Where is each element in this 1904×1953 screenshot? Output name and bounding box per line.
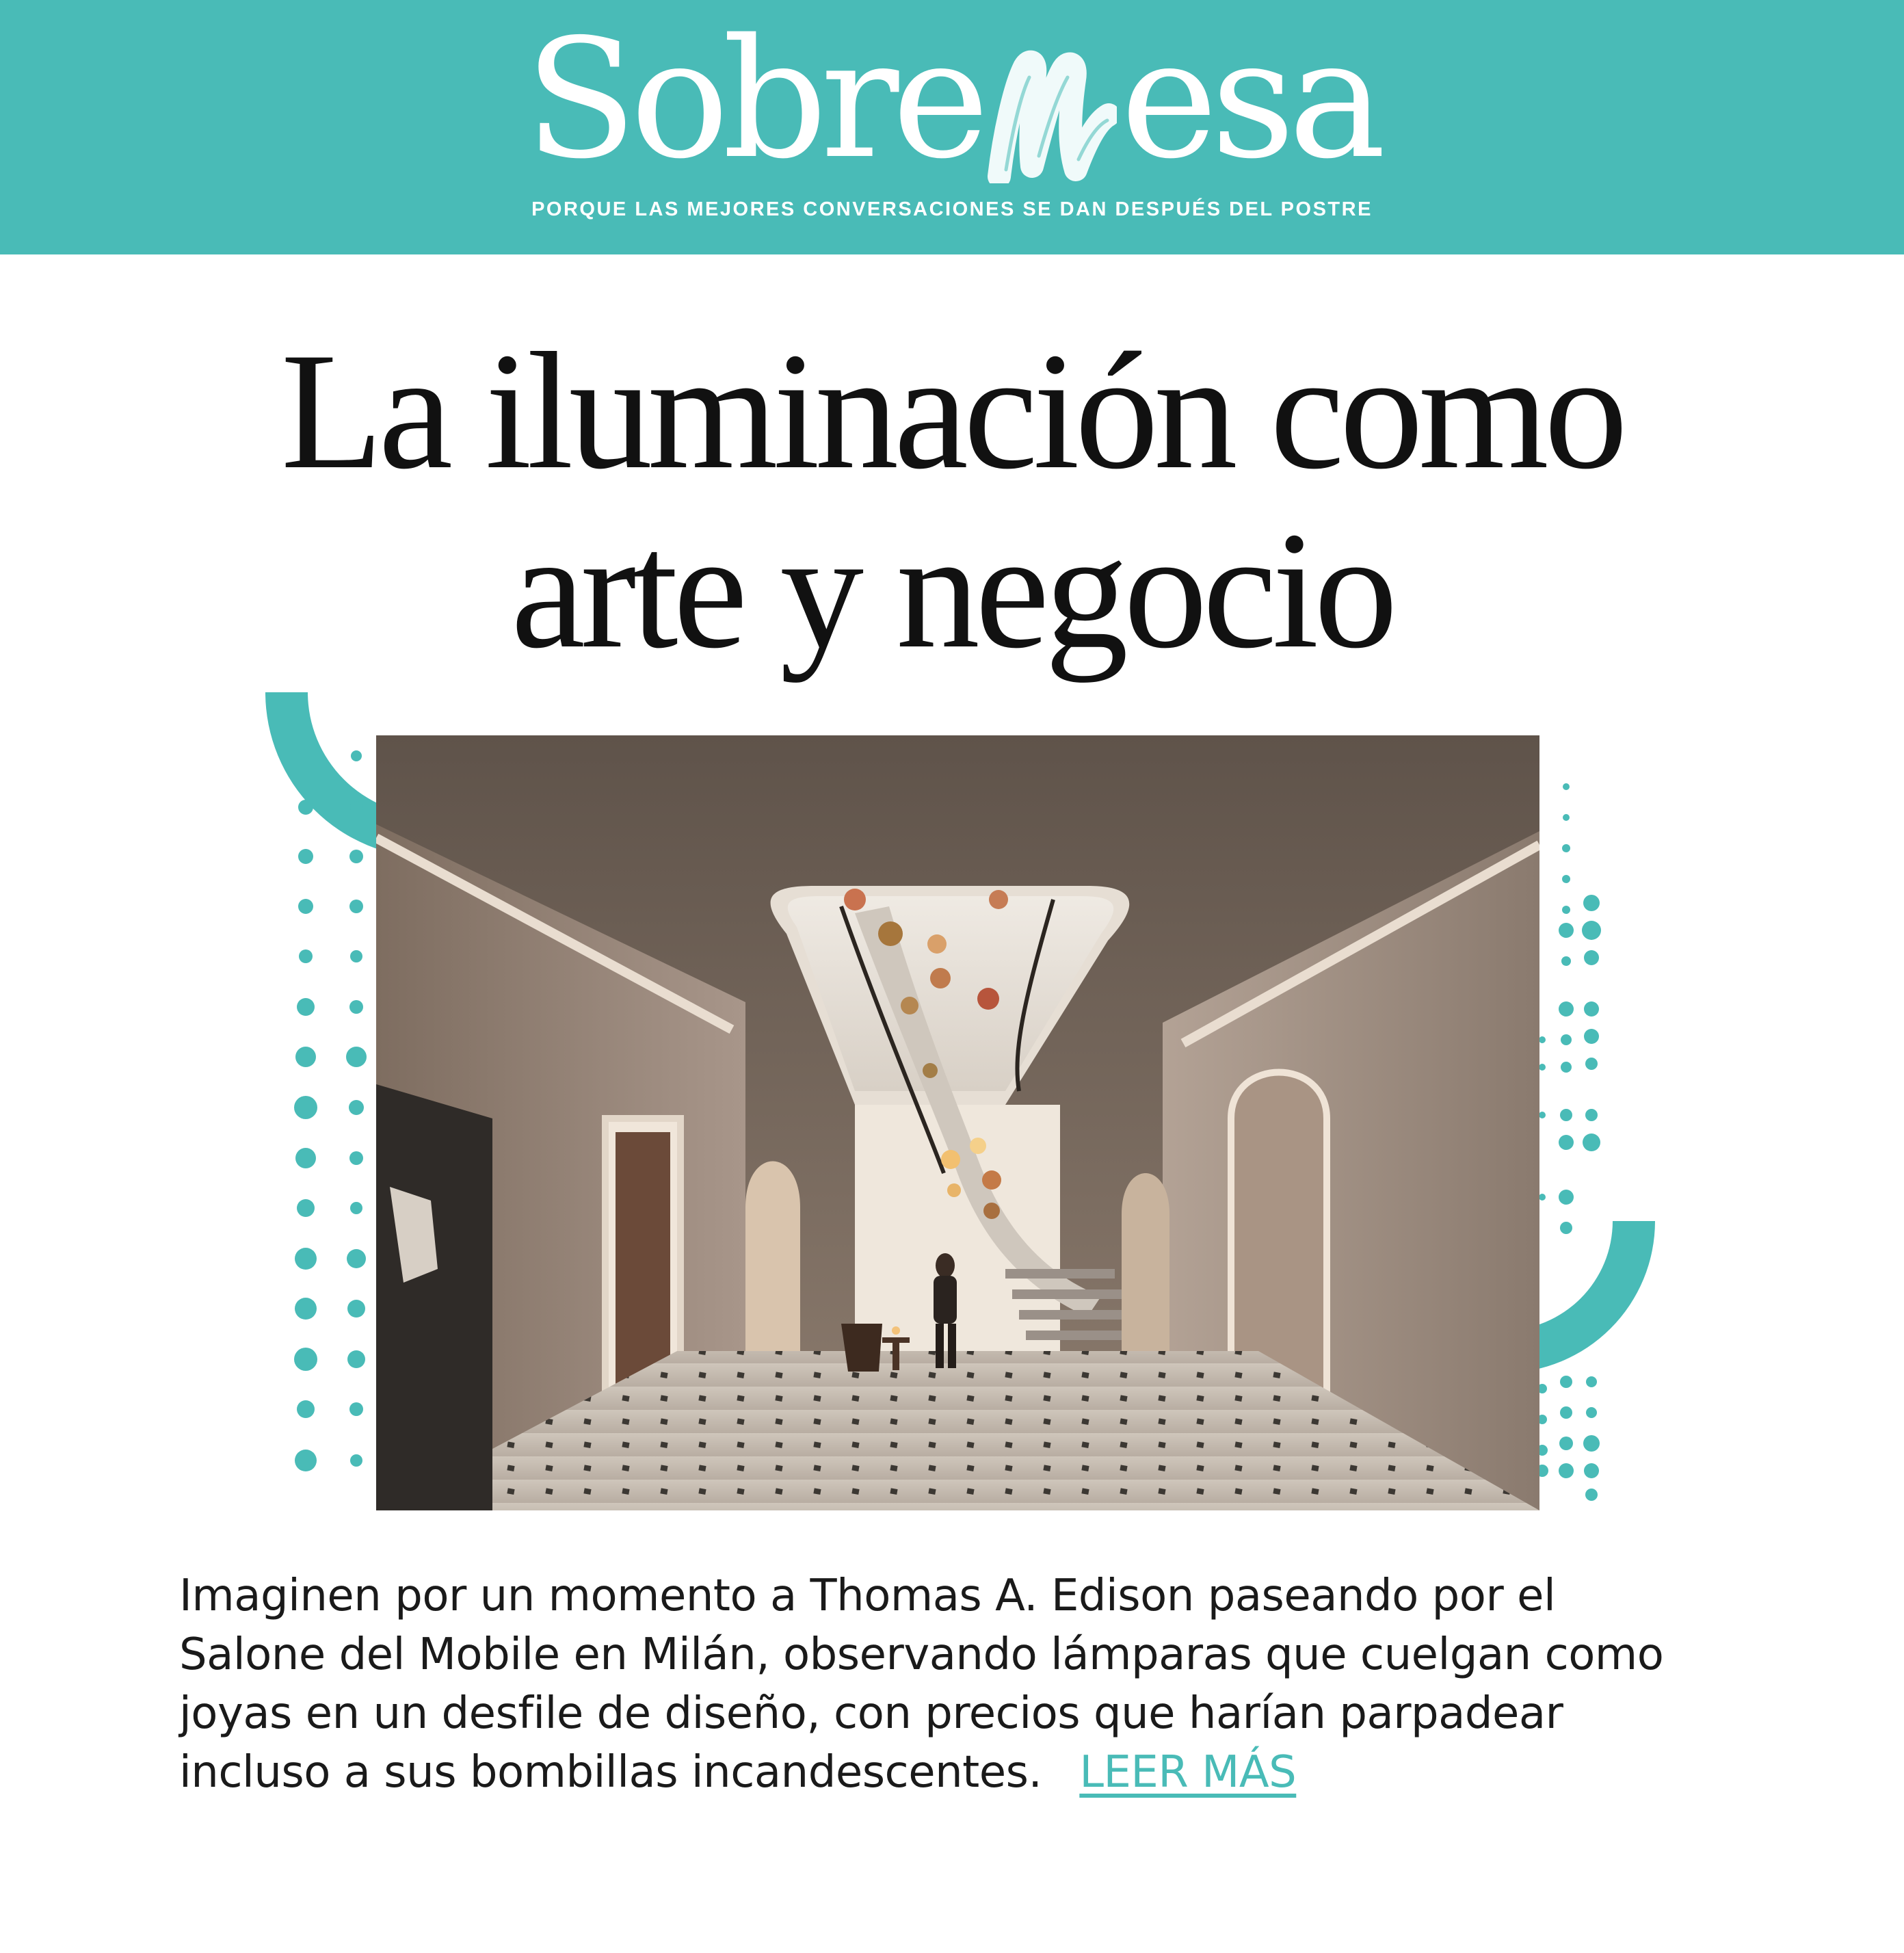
summary-line-4 bbox=[179, 1743, 1889, 1802]
summary-line-4-text: incluso a sus bombillas incandescentes. bbox=[179, 1747, 1042, 1798]
hallway-staircase-photo-icon bbox=[376, 735, 1539, 1510]
summary-line-3: joyas en un desfile de diseño, con precios que harían parpadear bbox=[179, 1688, 1563, 1739]
article-image[interactable] bbox=[376, 735, 1539, 1510]
headline-line-1: La iluminación como bbox=[280, 318, 1624, 503]
logo-text-right: esa bbox=[1120, 3, 1379, 195]
article-summary bbox=[179, 1567, 1889, 1802]
headline-line-2: arte y negocio bbox=[511, 497, 1393, 683]
sobremesa-logo[interactable] bbox=[0, 0, 1904, 198]
logo-text-left: Sobre bbox=[525, 3, 983, 195]
read-more-link[interactable]: LEER MÁS bbox=[1079, 1747, 1297, 1798]
tagline: PORQUE LAS MEJORES CONVERSACIONES SE DAN DESPUÉS DEL POSTRE bbox=[531, 198, 1373, 220]
header-banner bbox=[0, 0, 1904, 254]
summary-line-1: Imaginen por un momento a Thomas A. Edison paseando por el bbox=[179, 1571, 1556, 1621]
brush-m-icon bbox=[987, 40, 1117, 183]
summary-line-2: Salone del Mobile en Milán, observando lámparas que cuelgan como bbox=[179, 1629, 1664, 1680]
article-headline[interactable] bbox=[103, 318, 1801, 683]
